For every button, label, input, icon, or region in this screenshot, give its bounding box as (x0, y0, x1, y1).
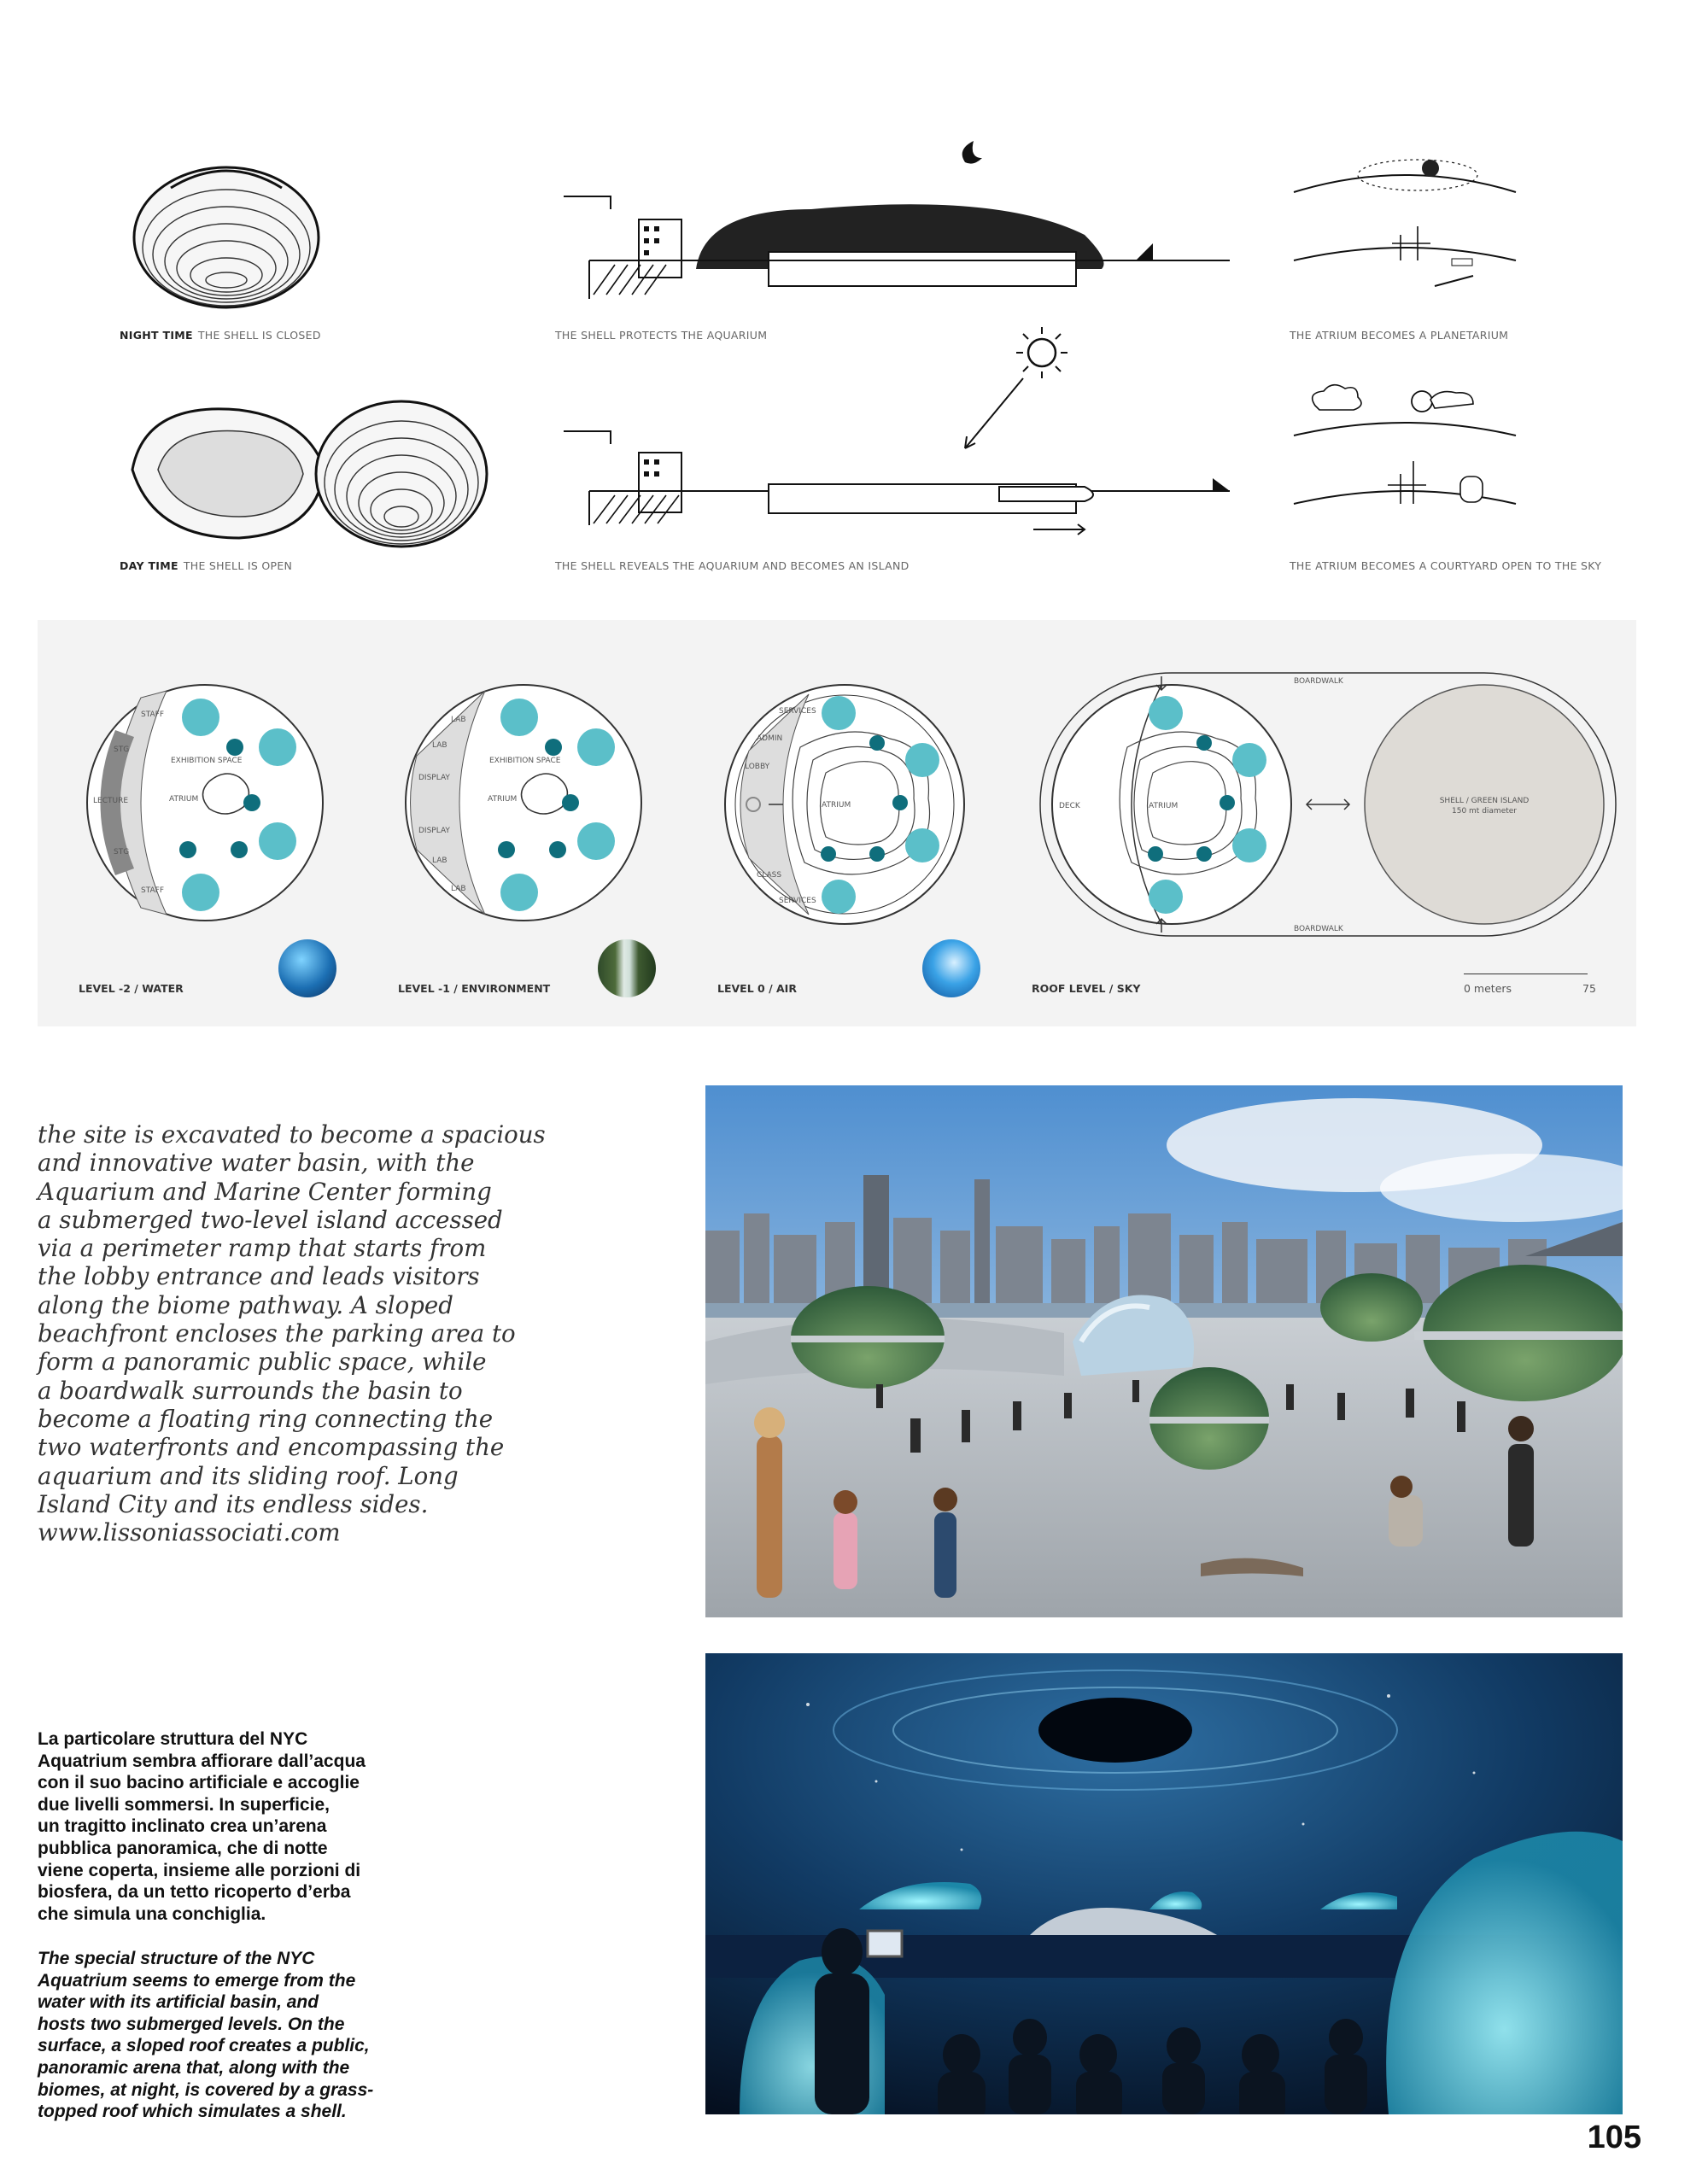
caption-line: water with its artificial basin, and (38, 1992, 319, 2013)
caption-line: hosts two submerged levels. On the (38, 2014, 345, 2034)
plan2-room-label: LAB (432, 857, 447, 865)
plan3-atrium-label: ATRIUM (822, 801, 851, 810)
caption-line: Aquatrium seems to emerge from the (38, 1970, 356, 1991)
plan4-atrium-label: ATRIUM (1149, 802, 1179, 810)
caption-courtyard: THE ATRIUM BECOMES A COURTYARD OPEN TO THE SKY (1290, 559, 1602, 572)
body-line: and innovative water basin, with the (38, 1149, 475, 1178)
plan4-boardwalk-bottom: BOARDWALK (1294, 925, 1343, 933)
caption-night-time: NIGHT TIME THE SHELL IS CLOSED (120, 329, 321, 342)
plan-level-minus-2 (81, 679, 329, 927)
plan4-deck-label: DECK (1059, 802, 1080, 810)
environment-thumbnail (598, 939, 656, 997)
caption-line: viene coperta, insieme alle porzioni di (38, 1860, 361, 1880)
caption-line: surface, a sloped roof creates a public, (38, 2036, 370, 2056)
plan-label-roof-level: ROOF LEVEL / SKY (1032, 982, 1141, 995)
caption-day-time: DAY TIME THE SHELL IS OPEN (120, 559, 293, 572)
plan2-room-label: LAB (451, 716, 466, 724)
plan3-room-label: CLASS (757, 871, 782, 880)
nighttime-planetarium-render (705, 1653, 1623, 2114)
caption-line: panoramic arena that, along with the (38, 2057, 350, 2078)
body-line: become a floating ring connecting the (38, 1404, 494, 1433)
plan1-room-label: STG (114, 746, 130, 754)
plan3-room-label: LOBBY (745, 763, 770, 771)
plan3-room-label: SERVICES (779, 897, 816, 905)
water-thumbnail (278, 939, 336, 997)
plan-label-level-minus-2: LEVEL -2 / WATER (79, 982, 184, 995)
scale-start-label: 0 meters (1464, 982, 1512, 995)
plan3-room-label: SERVICES (779, 707, 816, 716)
plan4-island-title: SHELL / GREEN ISLAND (1439, 797, 1530, 805)
body-line: Aquarium and Marine Center forming (38, 1177, 492, 1206)
caption-line: biomes, at night, is covered by a grass- (38, 2079, 374, 2100)
body-text-italic (38, 1120, 567, 1547)
caption-shell-reveals: THE SHELL REVEALS THE AQUARIUM AND BECOMES AN ISLAND (555, 559, 910, 572)
caption-italian (38, 1728, 439, 1925)
body-line: the site is excavated to become a spacious (38, 1120, 546, 1149)
courtyard-sketch (1290, 376, 1520, 538)
plan4-island-sub: 150 mt diameter (1452, 807, 1517, 816)
air-thumbnail (922, 939, 980, 997)
caption-shell-protects: THE SHELL PROTECTS THE AQUARIUM (555, 329, 768, 342)
clam-open-sketch (120, 376, 504, 555)
plan-label-level-0: LEVEL 0 / AIR (717, 982, 797, 995)
daytime-plaza-render (705, 1085, 1623, 1617)
plan1-exhibition-label: EXHIBITION SPACE (171, 757, 243, 765)
caption-line: The special structure of the NYC (38, 1949, 315, 1968)
plan-roof-level (1033, 666, 1623, 944)
page-number: 105 (1587, 2120, 1641, 2155)
clam-closed-sketch (120, 137, 333, 316)
caption-line: un tragitto inclinato crea un’arena (38, 1816, 327, 1837)
plan-label-level-minus-1: LEVEL -1 / ENVIRONMENT (398, 982, 551, 995)
body-line: two waterfronts and encompassing the (38, 1433, 505, 1462)
caption-english (38, 1948, 439, 2123)
website-link[interactable]: www.lissoniassociati.com (38, 1518, 341, 1547)
plan2-room-label: DISPLAY (418, 774, 450, 782)
plan-level-minus-1 (400, 679, 647, 927)
plan2-room-label: LAB (451, 885, 466, 893)
plan2-room-label: DISPLAY (418, 827, 450, 835)
caption-planetarium: THE ATRIUM BECOMES A PLANETARIUM (1290, 329, 1509, 342)
shell-protects-sketch (555, 124, 1238, 312)
plan-level-0 (719, 679, 971, 931)
plan1-room-label: STG (114, 848, 130, 857)
body-line: along the biome pathway. A sloped (38, 1290, 453, 1319)
plan1-room-label: STAFF (141, 710, 165, 719)
scale-end-label: 75 (1582, 982, 1596, 995)
caption-line: La particolare struttura del NYC (38, 1729, 308, 1749)
caption-line: biosfera, da un tetto ricoperto d’erba (38, 1882, 351, 1903)
plan1-room-label: STAFF (141, 886, 165, 895)
body-line: the lobby entrance and leads visitors (38, 1262, 480, 1291)
body-line: a boardwalk surrounds the basin to (38, 1376, 463, 1405)
body-line: aquarium and its sliding roof. Long (38, 1461, 459, 1490)
body-line: beachfront encloses the parking area to (38, 1319, 516, 1348)
plan2-atrium-label: ATRIUM (488, 795, 518, 804)
body-line: Island City and its endless sides. (38, 1489, 429, 1518)
plan4-boardwalk-top: BOARDWALK (1294, 677, 1343, 686)
plan1-atrium-label: ATRIUM (169, 795, 199, 804)
body-line: a submerged two-level island accessed (38, 1205, 503, 1234)
planetarium-sketch (1290, 141, 1520, 303)
plan2-room-label: LAB (432, 741, 447, 750)
body-line: form a panoramic public space, while (38, 1348, 487, 1377)
plan2-exhibition-label: EXHIBITION SPACE (489, 757, 561, 765)
caption-line: pubblica panoramica, che di notte (38, 1838, 328, 1858)
caption-line: Aquatrium sembra affiorare dall’acqua (38, 1751, 366, 1771)
shell-reveals-sketch (555, 320, 1238, 542)
caption-line: con il suo bacino artificiale e accoglie (38, 1773, 360, 1793)
plan1-room-label: LECTURE (93, 797, 129, 805)
caption-line: che simula una conchiglia. (38, 1903, 266, 1924)
caption-line: due livelli sommersi. In superficie, (38, 1794, 330, 1815)
body-line: via a perimeter ramp that starts from (38, 1234, 487, 1263)
caption-line: topped roof which simulates a shell. (38, 2102, 347, 2122)
plan3-room-label: ADMIN (757, 734, 783, 743)
